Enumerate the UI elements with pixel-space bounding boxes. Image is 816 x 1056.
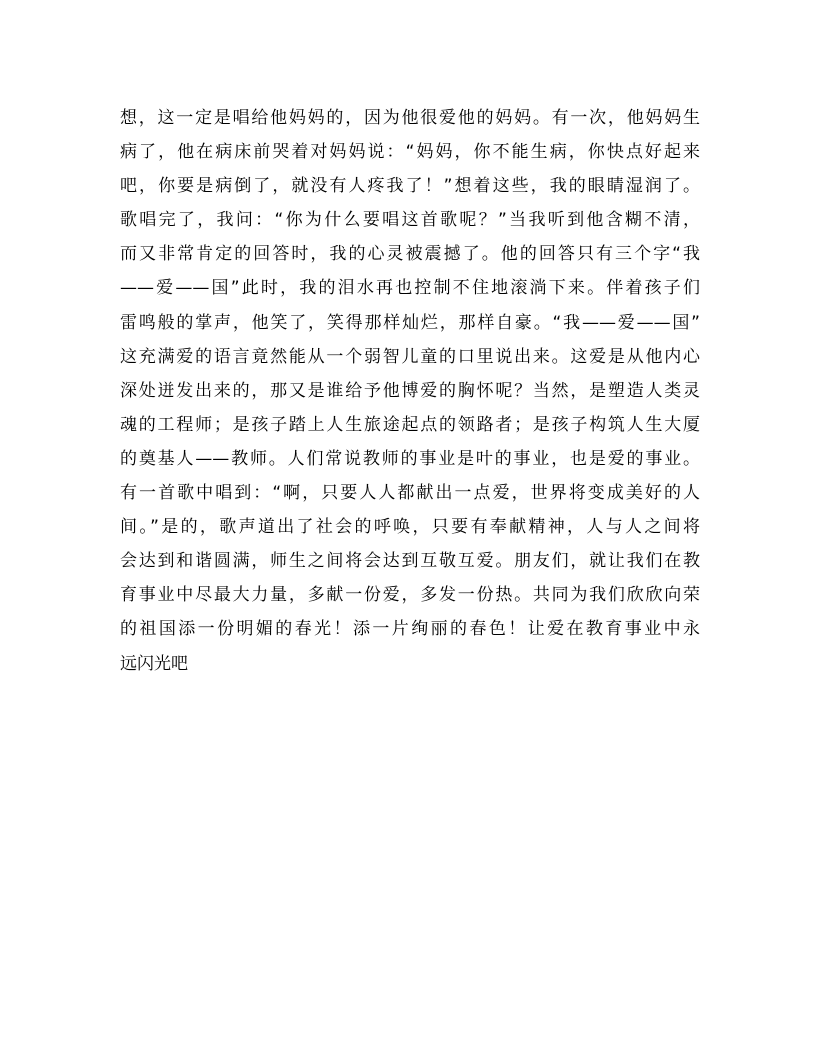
text-line: 这充满爱的语言竟然能从一个弱智儿童的口里说出来。这爱是从他内心 (120, 346, 700, 367)
text-line: 吧，你要是病倒了，就没有人疼我了！”想着这些，我的眼睛湿润了。 (120, 176, 700, 197)
text-line: 雷鸣般的掌声，他笑了，笑得那样灿烂，那样自豪。“我——爱——国” (120, 312, 700, 333)
text-line: 的祖国添一份明媚的春光！添一片绚丽的春色！让爱在教育事业中永 (120, 619, 700, 640)
text-line: 会达到和谐圆满，师生之间将会达到互敬互爱。朋友们，就让我们在教 (120, 551, 700, 572)
text-line: 魂的工程师；是孩子踏上人生旅途起点的领路者；是孩子构筑人生大厦 (120, 414, 700, 435)
text-line: 的奠基人——教师。人们常说教师的事业是叶的事业，也是爱的事业。 (120, 448, 700, 469)
text-line: 而又非常肯定的回答时，我的心灵被震撼了。他的回答只有三个字“我 (120, 244, 700, 265)
text-line: 间。”是的，歌声道出了社会的呼唤，只要有奉献精神，人与人之间将 (120, 517, 700, 538)
text-line: 有一首歌中唱到：“啊，只要人人都献出一点爱，世界将变成美好的人 (120, 483, 700, 504)
body-text (120, 101, 700, 681)
text-line: 病了，他在病床前哭着对妈妈说：“妈妈，你不能生病，你快点好起来 (120, 142, 700, 163)
text-line: 育事业中尽最大力量，多献一份爱，多发一份热。共同为我们欣欣向荣 (120, 585, 700, 606)
text-line: ——爱——国”此时，我的泪水再也控制不住地滚淌下来。伴着孩子们 (120, 278, 700, 299)
text-line: 想，这一定是唱给他妈妈的，因为他很爱他的妈妈。有一次，他妈妈生 (120, 108, 700, 128)
text-line: 深处迸发出来的，那又是谁给予他博爱的胸怀呢？当然，是塑造人类灵 (120, 380, 700, 401)
text-line: 歌唱完了，我问：“你为什么要唱这首歌呢？”当我听到他含糊不清， (120, 210, 700, 231)
text-line-last: 远闪光吧 (120, 653, 188, 674)
